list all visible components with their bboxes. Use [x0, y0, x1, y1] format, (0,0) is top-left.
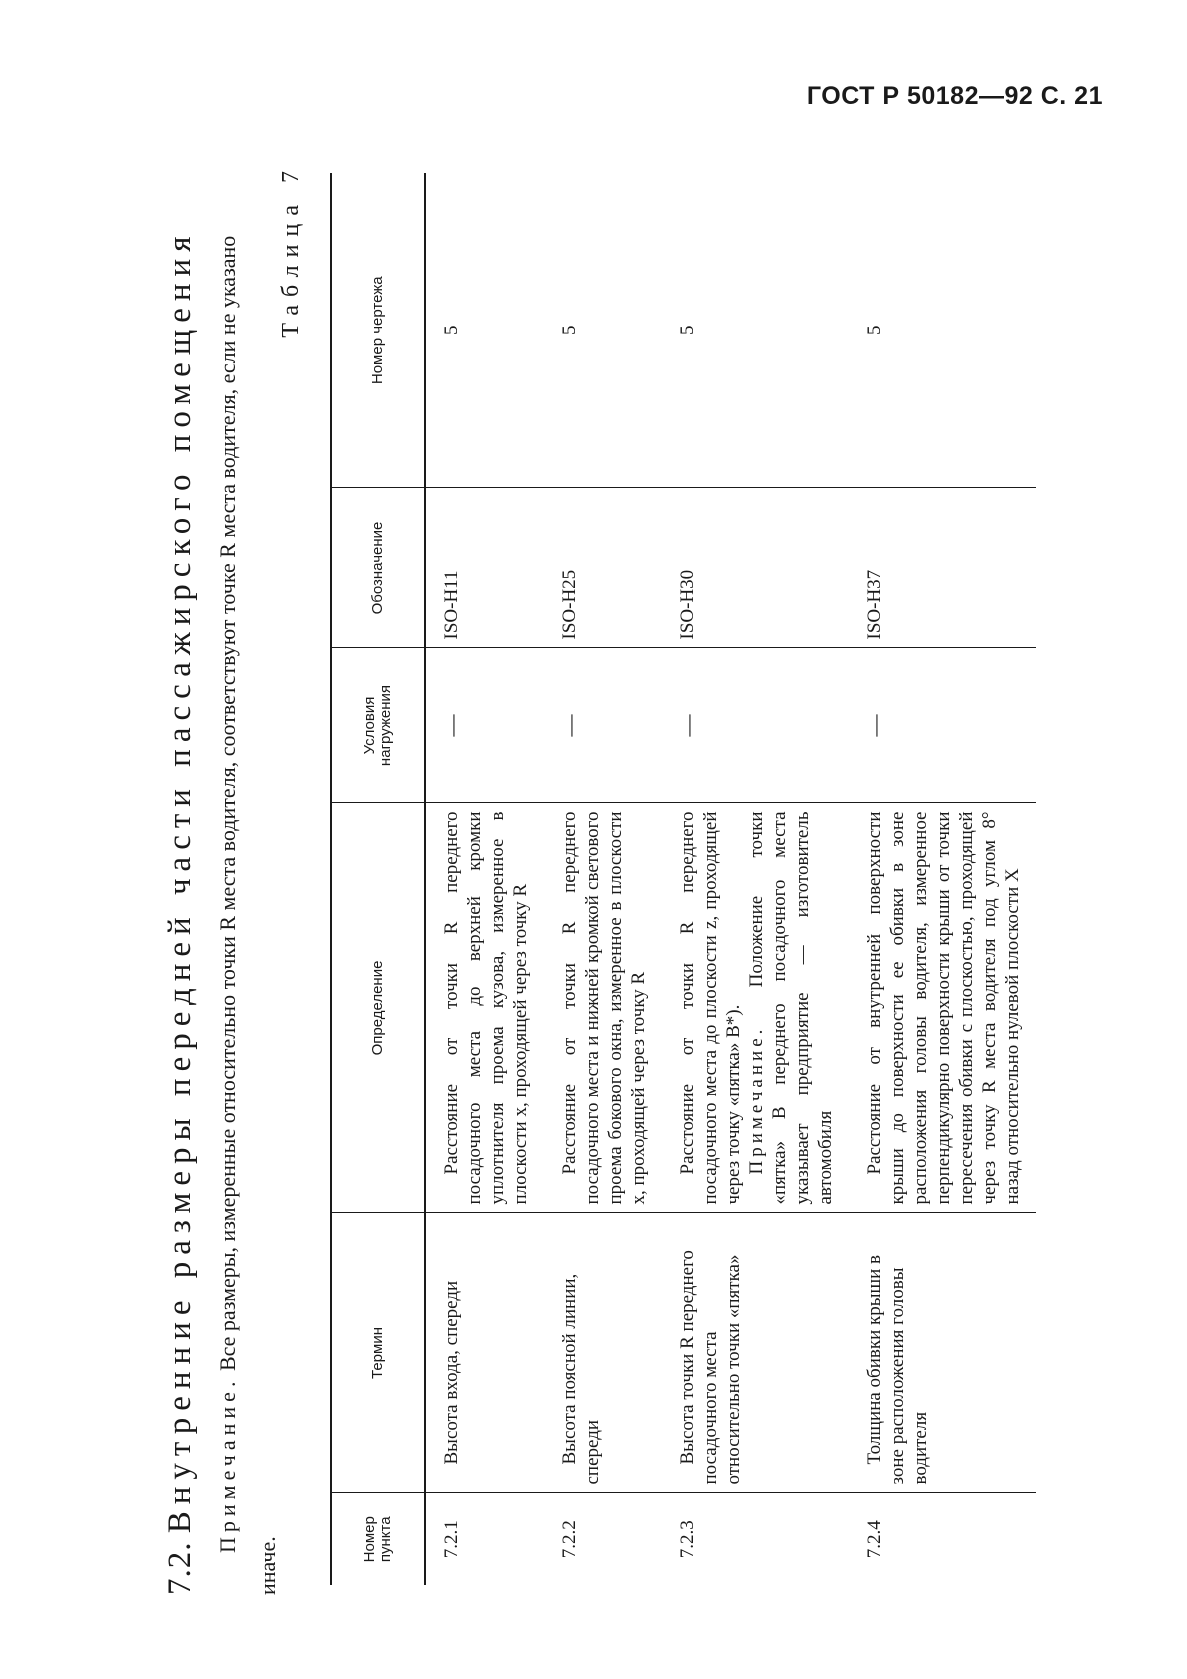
row-term: Высота поясной линии, спереди	[544, 1213, 662, 1493]
table-row	[425, 173, 544, 1585]
rotated-content	[150, 135, 1150, 1595]
table-header-row	[331, 173, 425, 1585]
row-load: —	[544, 648, 662, 803]
row-drawing: 5	[662, 173, 849, 488]
page-header: ГОСТ Р 50182—92 С. 21	[806, 82, 1103, 110]
definition-note-label: Примечание.	[746, 1025, 767, 1175]
table-caption: Таблица 7	[278, 163, 304, 338]
row-term: Высота точки R переднего посадочного места относительно точки «пятка»	[662, 1213, 849, 1493]
definition-note-text: Положение точки «пятка» B переднего посадочного места указывает предприятие — изготовитель автомобиля	[746, 811, 836, 1205]
definition-text: Расстояние от внутренней поверхности крыши до поверхности ее обивки в зоне расположения головы водителя, измеренное перпендикулярно поверхности крыши от точки пересечения обивки с плоскостью, проходящей через точку R места водителя под углом 8° назад относительно нулевой плоскости X	[864, 811, 1023, 1205]
row-number: 7.2.4	[864, 1520, 885, 1559]
row-load: —	[662, 648, 849, 803]
section-note	[208, 215, 288, 1595]
row-term: Высота входа, спереди	[425, 1213, 544, 1493]
col-header-load: Условия нагружения	[331, 648, 425, 803]
row-designation: ISO-H30	[662, 488, 849, 648]
row-designation: ISO-H25	[544, 488, 662, 648]
section-number: 7.2.	[162, 1541, 198, 1595]
col-header-designation: Обозначение	[331, 488, 425, 648]
definition-note	[745, 812, 837, 1205]
row-number: 7.2.1	[441, 1520, 462, 1559]
row-definition	[849, 803, 1036, 1213]
row-definition	[425, 803, 544, 1213]
row-number: 7.2.3	[677, 1520, 698, 1559]
section-title: Внутренние размеры передней части пассажирского помещения	[162, 229, 198, 1534]
col-header-number: Номер пункта	[331, 1493, 425, 1585]
col-header-definition: Определение	[331, 803, 425, 1213]
table-row	[544, 173, 662, 1585]
row-designation: ISO-H37	[849, 488, 1036, 648]
definition-text: Расстояние от точки R переднего посадочного места до плоскости z, проходящей через точку «пятка» B*).	[677, 811, 744, 1205]
note-label: Примечание.	[215, 1376, 240, 1553]
section-heading	[162, 175, 199, 1595]
row-designation: ISO-H11	[425, 488, 544, 648]
table-row	[849, 173, 1036, 1585]
definition-text: Расстояние от точки R переднего посадочного места до верхней кромки уплотнителя проема кузова, измеренное в плоскости x, проходящей через точку R	[441, 811, 531, 1205]
row-load: —	[425, 648, 544, 803]
row-drawing: 5	[544, 173, 662, 488]
table-row	[662, 173, 849, 1585]
row-definition	[662, 803, 849, 1213]
row-definition	[544, 803, 662, 1213]
col-header-term: Термин	[331, 1213, 425, 1493]
row-load: —	[849, 648, 1036, 803]
row-number: 7.2.2	[559, 1520, 580, 1559]
definitions-table	[330, 173, 1036, 1585]
col-header-drawing: Номер чертежа	[331, 173, 425, 488]
note-text: Все размеры, измеренные относительно точки R места водителя, соответствуют точке R места водителя, если не указано иначе.	[215, 235, 280, 1595]
row-term: Толщина обивки крыши в зоне расположения головы водителя	[849, 1213, 1036, 1493]
row-drawing: 5	[849, 173, 1036, 488]
definition-text: Расстояние от точки R переднего посадочного места и нижней кромкой светового проема бокового окна, измеренное в плоскости x, проходящей через точку R	[559, 811, 649, 1205]
row-drawing: 5	[425, 173, 544, 488]
